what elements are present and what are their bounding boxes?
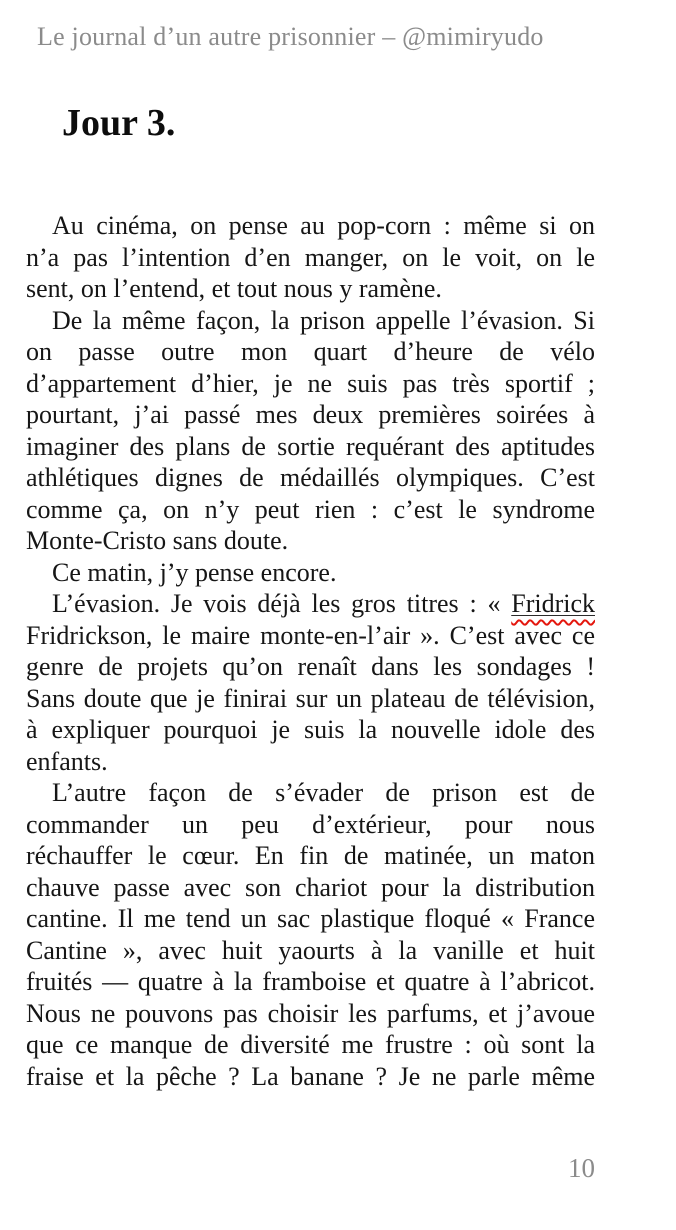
text-line: on passe outre mon quart d’heure de vélo bbox=[26, 337, 595, 366]
text-line: Monte-Cristo sans doute. bbox=[26, 526, 289, 555]
text-line: comme ça, on n’y peut rien : c’est le syndrome bbox=[26, 494, 595, 524]
text-line: chauve passe avec son chariot pour la distribution bbox=[26, 872, 595, 902]
chapter-title: Jour 3. bbox=[62, 102, 176, 144]
spellcheck-flagged-word: Fridrick bbox=[511, 589, 595, 618]
text-line: L’autre façon de s’évader de prison est de bbox=[52, 778, 595, 807]
text-line: commander un peu d’extérieur, pour nous bbox=[26, 809, 595, 839]
page-number: 10 bbox=[568, 1153, 595, 1183]
text-line: enfants. bbox=[26, 746, 108, 776]
body-text bbox=[26, 210, 595, 1092]
paragraph bbox=[26, 777, 595, 1092]
text-line: fraise et la pêche ? La banane ? Je ne parle même bbox=[26, 1061, 595, 1091]
text-line: imaginer des plans de sortie requérant des aptitudes bbox=[26, 431, 595, 461]
text-line: Cantine », avec huit yaourts à la vanille et huit bbox=[26, 935, 595, 965]
text-line: Nous ne pouvons pas choisir les parfums, et j’avoue bbox=[26, 998, 595, 1028]
text-line: Fridrickson, le maire monte-en-l’air ». C’est avec ce bbox=[26, 620, 595, 650]
text-line: réchauffer le cœur. En fin de matinée, un maton bbox=[26, 841, 595, 870]
text-line: fruités — quatre à la framboise et quatre à l’abricot. bbox=[26, 967, 595, 996]
text-line: sent, on l’entend, et tout nous y ramène. bbox=[26, 274, 442, 303]
text-line: Au cinéma, on pense au pop-corn : même si on bbox=[52, 211, 595, 240]
text-line: Ce matin, j’y pense encore. bbox=[52, 557, 337, 587]
text-line: De la même façon, la prison appelle l’évasion. Si bbox=[52, 305, 595, 335]
text-line: cantine. Il me tend un sac plastique floqué « France bbox=[26, 904, 595, 933]
paragraph bbox=[26, 588, 595, 777]
text-line: Sans doute que je finirai sur un plateau de télévision, bbox=[26, 683, 595, 713]
text-line: pourtant, j’ai passé mes deux premières soirées à bbox=[26, 400, 595, 429]
text-line: L’évasion. Je vois déjà les gros titres : « Fridrick bbox=[52, 589, 595, 618]
running-header: Le journal d’un autre prisonnier – @mimiryudo bbox=[37, 22, 544, 51]
text-line: d’appartement d’hier, je ne suis pas très sportif ; bbox=[26, 368, 595, 398]
paragraph bbox=[26, 557, 595, 589]
text-line: athlétiques dignes de médaillés olympiques. C’est bbox=[26, 463, 595, 492]
paragraph bbox=[26, 210, 595, 305]
text-line: à expliquer pourquoi je suis la nouvelle idole des bbox=[26, 715, 595, 744]
text-line: que ce manque de diversité me frustre : où sont la bbox=[26, 1030, 595, 1059]
paragraph bbox=[26, 305, 595, 557]
text-line: n’a pas l’intention d’en manger, on le voit, on le bbox=[26, 242, 595, 272]
text-line: genre de projets qu’on renaît dans les sondages ! bbox=[26, 652, 595, 681]
